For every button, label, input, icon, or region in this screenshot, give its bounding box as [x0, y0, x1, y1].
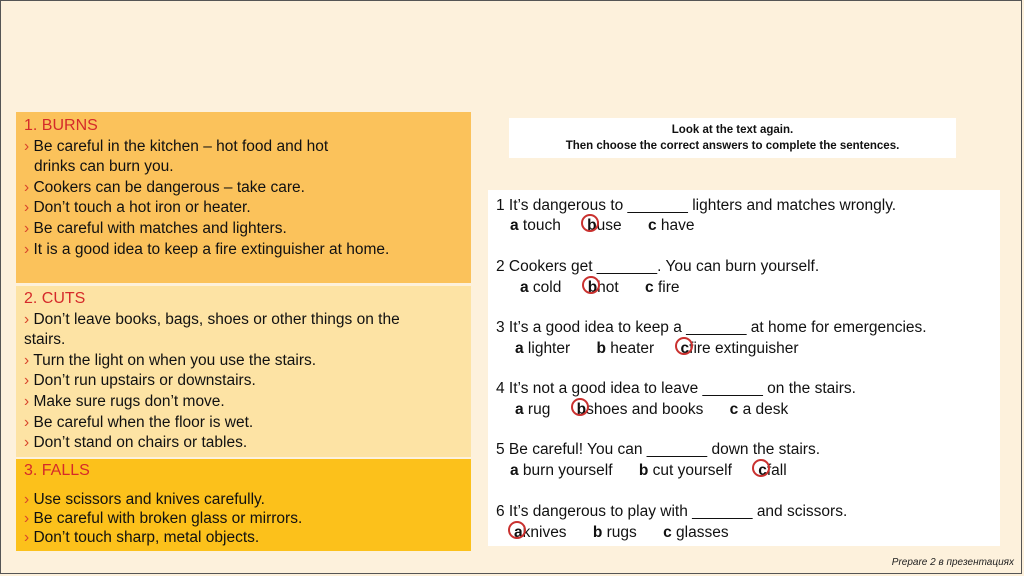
- bullet-arrow: ›: [24, 372, 30, 390]
- option-a[interactable]: a lighter: [515, 340, 571, 357]
- burns-panel: [16, 112, 471, 283]
- quiz-panel: [488, 190, 1000, 546]
- bullet-arrow: ›: [24, 240, 30, 258]
- option-a[interactable]: a cold: [520, 279, 562, 296]
- burns-item: [24, 198, 463, 219]
- instructions-box: [509, 118, 956, 158]
- cuts-item: [24, 310, 463, 331]
- instructions-line-2: Then choose the correct answers to complete the sentences.: [565, 140, 900, 152]
- bullet-arrow: ›: [24, 392, 30, 410]
- answer-circle: [571, 398, 589, 416]
- options-4: [515, 401, 788, 419]
- option-b-selected[interactable]: buse: [587, 217, 621, 235]
- option-c[interactable]: c have: [647, 217, 695, 234]
- cuts-panel: [16, 286, 471, 457]
- instructions-line-1: Look at the text again.: [671, 124, 794, 136]
- falls-item-text: Be careful with broken glass or mirrors.: [33, 509, 303, 527]
- option-c-selected[interactable]: cfire extinguisher: [681, 340, 799, 358]
- question-6: 6 It’s dangerous to play with _______ and scissors.: [496, 503, 848, 520]
- bullet-arrow: ›: [24, 199, 30, 217]
- answer-circle: [508, 521, 526, 539]
- bullet-arrow: ›: [24, 413, 30, 431]
- falls-heading: 3. FALLS: [24, 462, 90, 479]
- bullet-arrow: ›: [24, 351, 30, 369]
- option-a[interactable]: a touch: [510, 217, 561, 234]
- falls-panel: [16, 459, 471, 551]
- burns-item-continued: drinks can burn you.: [34, 158, 174, 176]
- option-c[interactable]: c fire: [645, 279, 680, 296]
- bullet-arrow: ›: [24, 219, 30, 237]
- cuts-item: [24, 351, 463, 372]
- options-6: [514, 524, 729, 542]
- question-1: 1 It’s dangerous to _______ lighters and matches wrongly.: [496, 197, 897, 214]
- cuts-heading: 2. CUTS: [24, 290, 86, 307]
- cuts-item: [24, 433, 463, 454]
- cuts-item-text: Don’t leave books, bags, shoes or other things on the: [33, 310, 400, 328]
- bullet-arrow: ›: [24, 178, 30, 196]
- cuts-item-text: Don’t run upstairs or downstairs.: [33, 372, 256, 390]
- falls-item-text: Use scissors and knives carefully.: [33, 490, 265, 508]
- burns-item-text: Don’t touch a hot iron or heater.: [33, 199, 251, 217]
- answer-circle: [582, 276, 600, 294]
- burns-item: [24, 137, 463, 158]
- burns-item: [24, 240, 463, 261]
- cuts-item: [24, 371, 463, 392]
- options-2: [520, 279, 680, 297]
- burns-heading: 1. BURNS: [24, 117, 98, 134]
- bullet-arrow: ›: [24, 137, 30, 155]
- options-5: [510, 462, 787, 480]
- option-a[interactable]: a burn yourself: [510, 462, 613, 479]
- cuts-item-continued: stairs.: [24, 331, 66, 349]
- option-b[interactable]: b cut yourself: [638, 462, 732, 479]
- cuts-item-text: Don’t stand on chairs or tables.: [33, 434, 248, 452]
- option-a[interactable]: a rug: [515, 401, 551, 418]
- option-c[interactable]: c glasses: [663, 524, 729, 541]
- burns-item: [24, 219, 463, 240]
- cuts-item-text: Turn the light on when you use the stairs.: [33, 351, 317, 369]
- burns-item-text: Cookers can be dangerous – take care.: [33, 178, 305, 196]
- option-b[interactable]: b rugs: [592, 524, 637, 541]
- cuts-item-text: Make sure rugs don’t move.: [33, 392, 225, 410]
- bullet-arrow: ›: [24, 310, 30, 328]
- options-1: [510, 217, 695, 235]
- bullet-arrow: ›: [24, 434, 30, 452]
- bullet-arrow: ›: [24, 528, 30, 546]
- burns-item-text: Be careful with matches and lighters.: [33, 219, 287, 237]
- question-2: 2 Cookers get _______. You can burn yourself.: [496, 258, 820, 275]
- option-b-selected[interactable]: bhot: [588, 279, 619, 297]
- falls-item: [24, 528, 463, 547]
- burns-item-text: It is a good idea to keep a fire extinguisher at home.: [33, 240, 390, 258]
- option-c-selected[interactable]: cfall: [758, 462, 786, 480]
- options-3: [515, 340, 799, 358]
- option-b[interactable]: b heater: [596, 340, 655, 357]
- option-a-selected[interactable]: aknives: [514, 524, 567, 542]
- falls-item-text: Don’t touch sharp, metal objects.: [33, 528, 260, 546]
- option-c[interactable]: c a desk: [729, 401, 789, 418]
- falls-item: [24, 509, 463, 528]
- burns-item: [24, 178, 463, 199]
- falls-item: [24, 490, 463, 509]
- cuts-item: [24, 392, 463, 413]
- cuts-item-text: Be careful when the floor is wet.: [33, 413, 254, 431]
- option-b-selected[interactable]: bshoes and books: [577, 401, 704, 419]
- cuts-item: [24, 413, 463, 434]
- question-5: 5 Be careful! You can _______ down the stairs.: [496, 441, 821, 458]
- question-3: 3 It’s a good idea to keep a _______ at home for emergencies.: [496, 319, 927, 336]
- footer-caption: Prepare 2 в презентациях: [891, 557, 1014, 568]
- question-4: 4 It’s not a good idea to leave _______ on the stairs.: [496, 380, 856, 397]
- bullet-arrow: ›: [24, 509, 30, 527]
- burns-item-text: Be careful in the kitchen – hot food and hot: [33, 137, 329, 155]
- bullet-arrow: ›: [24, 490, 30, 508]
- answer-circle: [675, 337, 693, 355]
